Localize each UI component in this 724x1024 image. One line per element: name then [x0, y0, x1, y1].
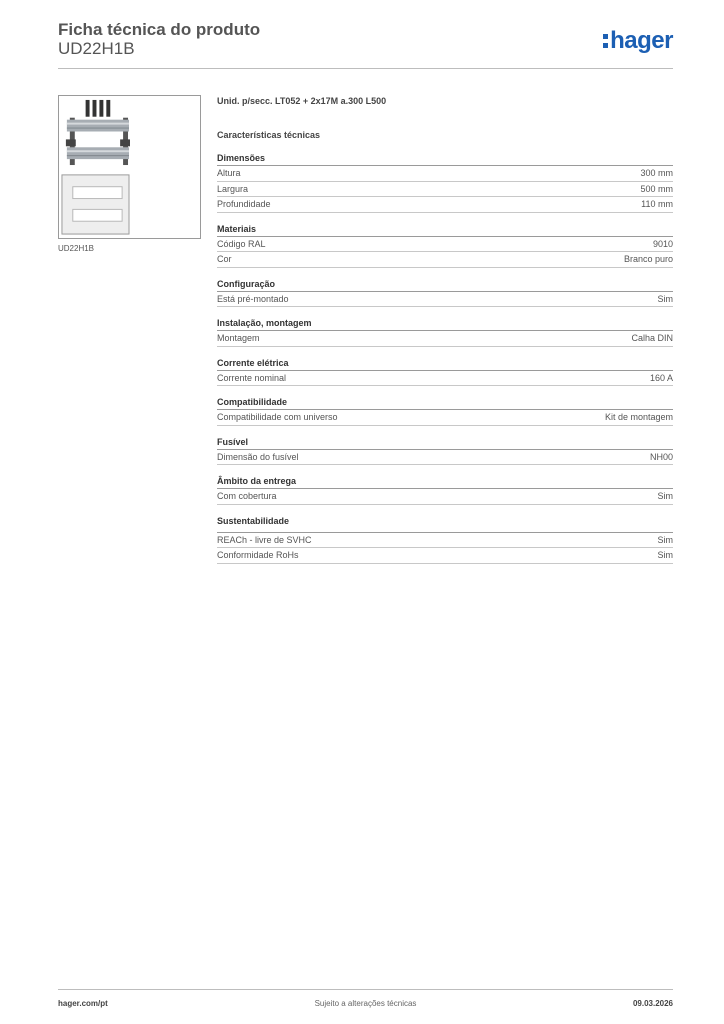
section-heading: Sustentabilidade [217, 514, 673, 533]
section-heading: Materiais [217, 222, 673, 237]
spec-row [217, 410, 673, 426]
section-electric-current [217, 356, 673, 387]
spec-label: Código RAL [217, 238, 266, 249]
section-heading: Dimensões [217, 151, 673, 166]
section-configuration [217, 277, 673, 308]
section-materials [217, 222, 673, 268]
spec-value: NH00 [649, 451, 673, 462]
spec-value: Calha DIN [631, 333, 673, 343]
section-installation [217, 316, 673, 347]
footer-date: 09.03.2026 [632, 999, 673, 1008]
spec-value: 110 mm [641, 199, 673, 209]
section-heading: Instalação, montagem [217, 316, 673, 331]
section-sustainability [217, 514, 673, 564]
footer-notice: Sujeito a alterações técnicas [314, 999, 417, 1008]
product-image [58, 95, 201, 239]
spec-label: Dimensão do fusível [217, 451, 299, 462]
spec-label: Profundidade [217, 199, 271, 209]
spec-row [217, 371, 673, 387]
spec-value: 500 mm [640, 183, 673, 194]
spec-value: Sim [657, 491, 673, 501]
spec-value: 300 mm [640, 168, 673, 178]
spec-label: Corrente nominal [217, 372, 287, 383]
spec-row [217, 237, 673, 253]
spec-label: Está pré-montado [217, 293, 289, 304]
spec-row [217, 533, 673, 549]
spec-row [217, 252, 673, 268]
spec-label: Montagem [217, 333, 260, 343]
spec-value: Sim [657, 534, 673, 545]
spec-value: Branco puro [623, 254, 673, 264]
spec-label: Compatibilidade com universo [217, 412, 338, 422]
section-heading: Âmbito da entrega [217, 474, 673, 489]
spec-value: 9010 [652, 238, 673, 249]
section-heading: Compatibilidade [217, 395, 673, 410]
product-image-caption: UD22H1B [58, 244, 95, 253]
tech-characteristics-title: Características técnicas [217, 130, 321, 140]
section-fuse [217, 435, 673, 466]
spec-label: REACh - livre de SVHC [217, 534, 312, 545]
spec-row [217, 182, 673, 198]
spec-label: Conformidade RoHs [217, 550, 299, 560]
spec-row [217, 166, 673, 182]
spec-label: Largura [217, 183, 249, 194]
page-header [58, 20, 673, 69]
product-illustration-icon [59, 96, 200, 238]
section-heading: Corrente elétrica [217, 356, 673, 371]
spec-row [217, 548, 673, 564]
section-compatibility [217, 395, 673, 426]
spec-row [217, 292, 673, 308]
page-footer [58, 989, 673, 1013]
section-delivery-scope [217, 474, 673, 505]
logo-wordmark: hager [610, 27, 673, 54]
spec-value: Kit de montagem [604, 412, 673, 422]
spec-row [217, 450, 673, 466]
product-code: UD22H1B [58, 39, 135, 58]
document-title: Ficha técnica do produto [58, 20, 261, 39]
section-heading: Configuração [217, 277, 673, 292]
section-heading: Fusível [217, 435, 673, 450]
spec-label: Cor [217, 254, 232, 264]
spec-row [217, 489, 673, 505]
spec-row [217, 331, 673, 347]
hager-logo [603, 28, 673, 54]
logo-dots-icon [603, 34, 608, 48]
spec-value: 160 A [649, 372, 673, 383]
footer-website: hager.com/pt [58, 999, 108, 1008]
technical-specifications [217, 94, 673, 564]
spec-value: Sim [657, 293, 673, 304]
unit-description: Unid. p/secc. LT052 + 2x17M a.300 L500 [217, 96, 387, 106]
spec-value: Sim [657, 550, 673, 560]
section-dimensions [217, 151, 673, 213]
spec-row [217, 197, 673, 213]
spec-label: Altura [217, 168, 241, 178]
spec-label: Com cobertura [217, 491, 277, 501]
